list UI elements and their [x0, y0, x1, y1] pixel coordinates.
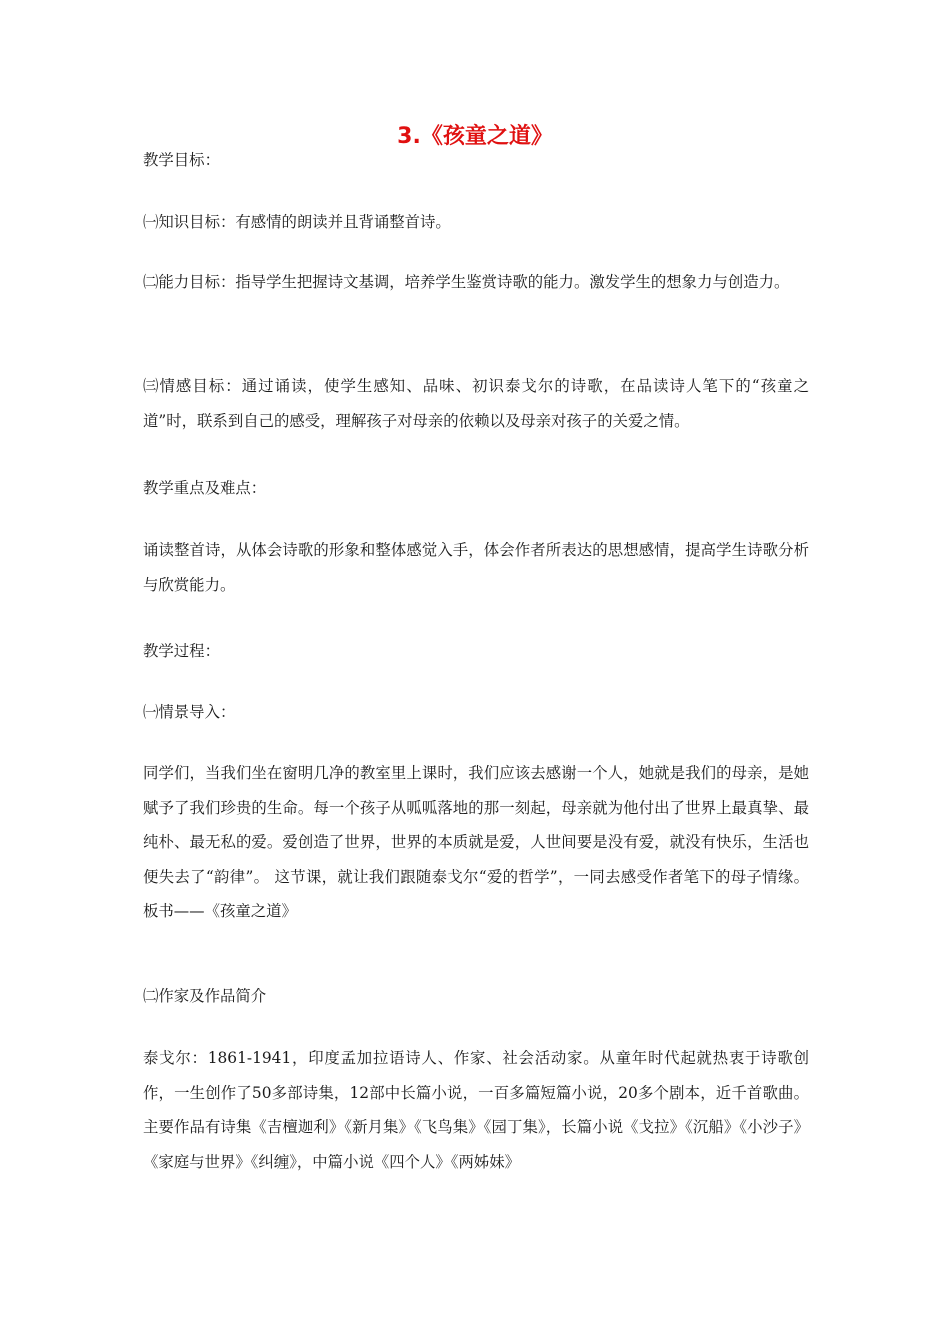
focus-heading: 教学重点及难点： [143, 479, 267, 497]
document-title: 3.《孩童之道》 [397, 124, 553, 149]
author-paragraph: 泰戈尔：1861-1941，印度孟加拉语诗人、作家、社会活动家。从童年时代起就热衷于诗歌创作，一生创作了50多部诗集，12部中长篇小说，一百多篇短篇小说，20多个剧本，近千首歌曲。主要作品有诗集《吉檀迦利》《新月集》《飞鸟集》《园丁集》，长篇小说《戈拉》《沉船》《小沙子》《家庭与世界》《纠缠》，中篇小说《四个人》《两姊妹》 [143, 1049, 809, 1171]
intro-heading: ㈠情景导入： [143, 703, 236, 721]
knowledge-goal-paragraph: ㈠知识目标：有感情的朗读并且背诵整首诗。 [143, 213, 451, 231]
objectives-heading: 教学目标： [143, 151, 220, 169]
process-heading: 教学过程： [143, 642, 220, 660]
ability-goal-paragraph: ㈡能力目标：指导学生把握诗文基调，培养学生鉴赏诗歌的能力。激发学生的想象力与创造力。 [143, 273, 790, 291]
emotion-goal-paragraph: ㈢情感目标：通过诵读，使学生感知、品味、初识泰戈尔的诗歌，在品读诗人笔下的“孩童之道”时，联系到自己的感受，理解孩子对母亲的依赖以及母亲对孩子的关爱之情。 [143, 377, 809, 430]
focus-paragraph: 诵读整首诗，从体会诗歌的形象和整体感觉入手，体会作者所表达的思想感情，提高学生诗歌分析与欣赏能力。 [143, 541, 809, 594]
author-heading: ㈡作家及作品简介 [143, 987, 267, 1005]
intro-paragraph: 同学们，当我们坐在窗明几净的教室里上课时，我们应该去感谢一个人，她就是我们的母亲，是她赋予了我们珍贵的生命。每一个孩子从呱呱落地的那一刻起，母亲就为他付出了世界上最真挚、最纯朴、最无私的爱。爱创造了世界，世界的本质就是爱，人世间要是没有爱，就没有快乐，生活也便失去了“韵律”。 这节课，就让我们跟随泰戈尔“爱的哲学”，一同去感受作者笔下的母子情缘。板书——《孩童之道》 [143, 764, 809, 920]
